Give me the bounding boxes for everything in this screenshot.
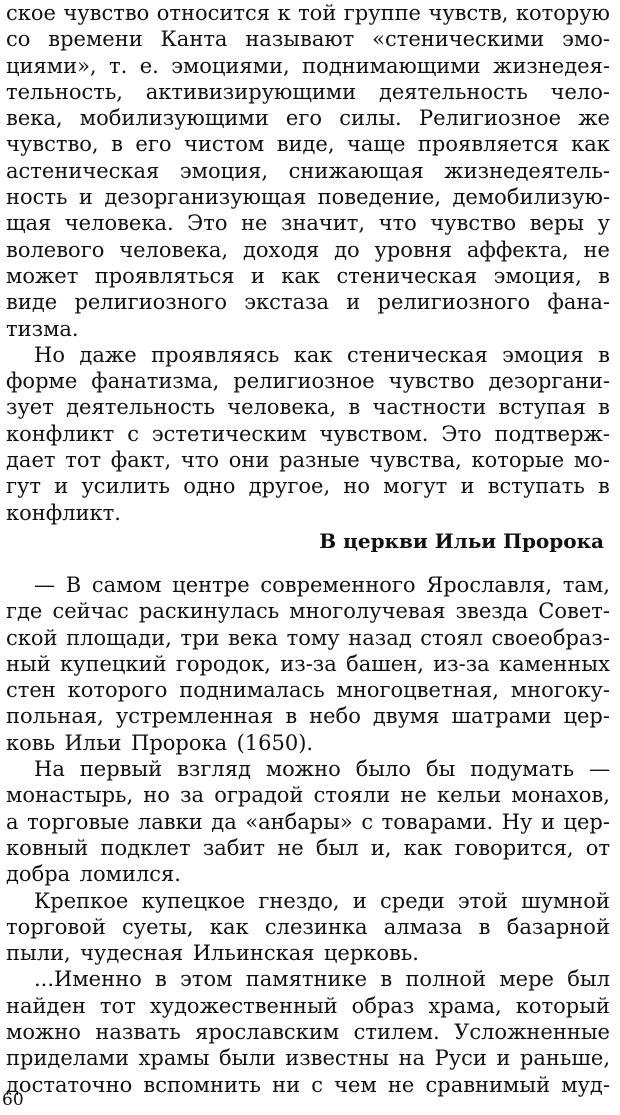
text-line: щая человека. Это не значит, что чувство веры у: [6, 211, 610, 236]
text-line: — В самом центре современного Ярославля, там,: [34, 573, 610, 597]
text-line: ность и дезорганизующая поведение, демобилизую-: [6, 185, 610, 210]
text-line: конфликт.: [6, 500, 121, 525]
text-line: пыли, чудесная Ильинская церковь.: [6, 941, 419, 966]
text-line: гут и усилить одно другое, но могут и вступать в: [6, 474, 610, 499]
text-line: ковный подклет забит не был и, как говорится, от: [6, 835, 610, 860]
text-line: можно назвать ярославским стилем. Усложненные: [6, 1020, 610, 1045]
text-line: волевого человека, доходя до уровня аффекта, не: [6, 237, 610, 262]
text-block-bottom-lines: [6, 572, 610, 1098]
page-body: [6, 0, 610, 526]
text-line: тельность, активизирующими деятельность чело-: [6, 79, 610, 104]
text-line: дает тот факт, что они разные чувства, которые мо-: [6, 448, 610, 473]
text-line: приделами храмы были известны на Руси и раньше,: [6, 1046, 610, 1071]
text-line: достаточно вспомнить ни с чем не сравнимый муд-: [6, 1072, 610, 1097]
text-line: конфликт с эстетическим чувством. Это подтверж-: [6, 421, 610, 446]
text-line: ...Именно в этом памятнике в полной мере был: [34, 967, 610, 992]
text-line: Крепкое купецкое гнездо, и среди этой шумной: [34, 888, 610, 913]
section-heading: В церкви Ильи Пророка: [319, 529, 604, 553]
text-line: стен которого поднималась многоцветная, многоку-: [6, 678, 610, 703]
text-line: торговой суеты, как слезинка алмаза в базарной: [6, 914, 610, 939]
text-line: найден тот художественный образ храма, который: [6, 993, 610, 1018]
text-line: а торговые лавки да «анбары» с товарами. Ну и цер-: [6, 809, 610, 834]
text-line: польная, устремленная в небо двумя шатрами цер-: [6, 704, 610, 729]
text-line: добра ломился.: [6, 862, 181, 887]
text-line: со времени Канта называют «стеническими эмо-: [6, 27, 610, 52]
text-line: ской площади, три века тому назад стоял своеобраз-: [6, 625, 610, 650]
text-block-top: [6, 0, 610, 526]
text-line: форме фанатизма, религиозное чувство дезоргани-: [6, 369, 610, 394]
text-line: может проявляться и как стеническая эмоция, в: [6, 263, 610, 288]
text-line: века, мобилизующими его силы. Религиозное же: [6, 106, 610, 131]
text-line: виде религиозного экстаза и религиозного фана-: [6, 290, 610, 315]
text-line: Но даже проявляясь как стеническая эмоция в: [34, 342, 610, 367]
text-line: циями», т. е. эмоциями, поднимающими жизнедея-: [6, 53, 610, 78]
text-line: ный купецкий городок, из-за башен, из-за каменных: [6, 651, 610, 676]
text-line: монастырь, но за оградой стояли не кельи монахов,: [6, 783, 610, 808]
text-line: где сейчас раскинулась многолучевая звезда Совет-: [6, 599, 610, 624]
page-number: 60: [2, 1090, 24, 1110]
text-line: чувство, в его чистом виде, чаще проявляется как: [6, 132, 610, 157]
text-line: На первый взгляд можно было бы подумать —: [34, 757, 610, 782]
text-line: астеническая эмоция, снижающая жизнедеятель-: [6, 158, 610, 183]
text-line: зует деятельность человека, в частности вступая в: [6, 395, 610, 420]
text-line: тизма.: [6, 316, 79, 341]
text-line: ковь Ильи Пророка (1650).: [6, 730, 314, 755]
text-block-bottom: [6, 572, 610, 1098]
text-line: ское чувство относится к той группе чувств, которую: [6, 1, 610, 25]
